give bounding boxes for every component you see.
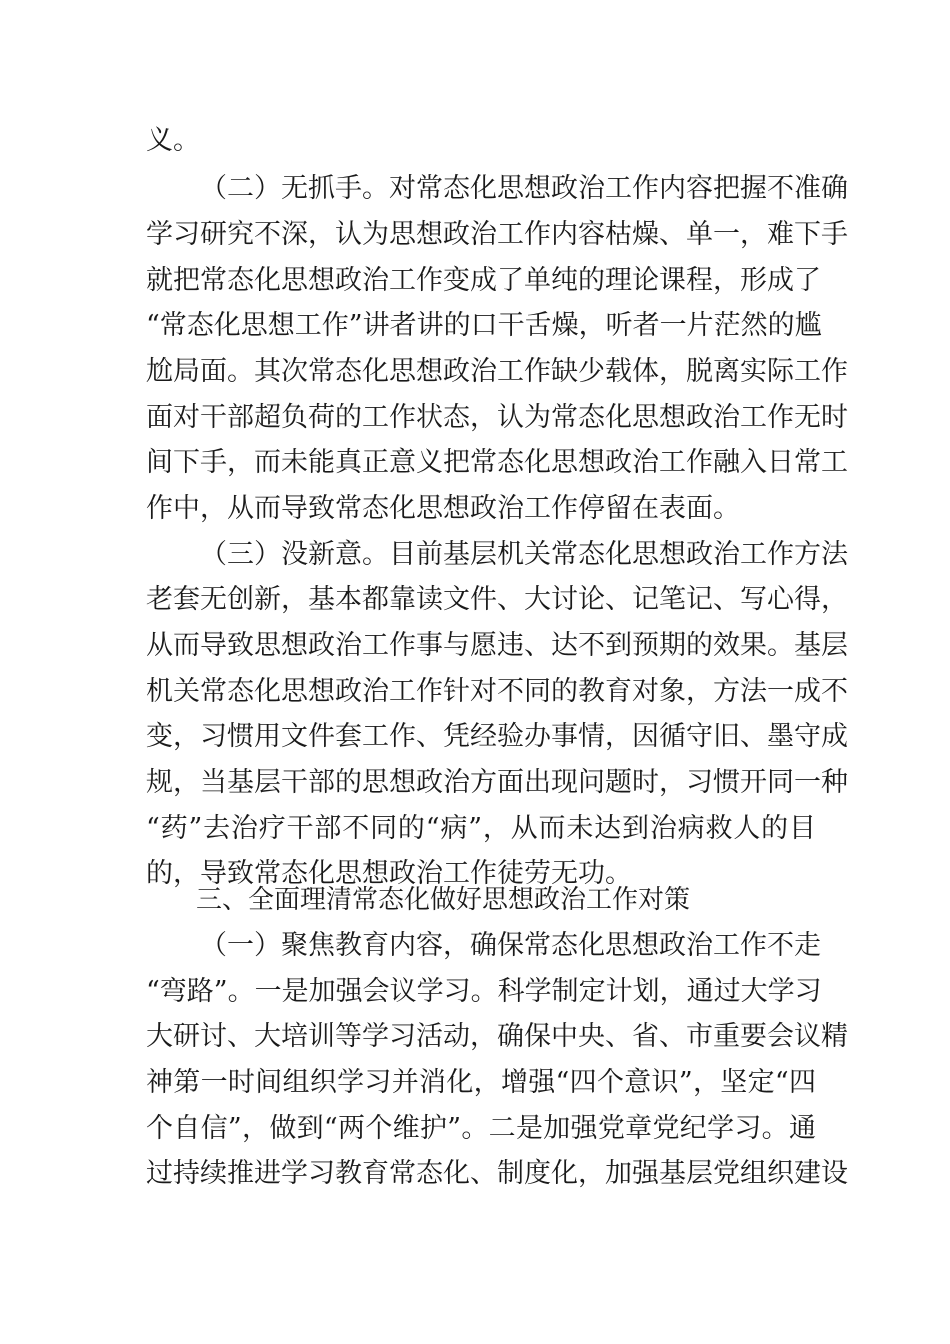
chapter-heading: 三、全面理清常态化做好思想政治工作对策 [196,885,691,915]
text-line: 老套无创新，基本都靠读文件、大讨论、记笔记、写心得， [146,584,848,615]
subsection-1-heading-line: （一）聚焦教育内容，确保常态化思想政治工作不走 [200,930,821,961]
text-line: 就把常态化思想政治工作变成了单纯的理论课程，形成了 [146,265,821,296]
text-line: 面对干部超负荷的工作状态，认为常态化思想政治工作无时 [146,402,848,433]
section-2-heading-line: （二）无抓手。对常态化思想政治工作内容把握不准确 [200,173,848,204]
text-line: 作中，从而导致常态化思想政治工作停留在表面。 [146,493,740,524]
text-line: 从而导致思想政治工作事与愿违、达不到预期的效果。基层 [146,630,848,661]
text-line: 尬局面。其次常态化思想政治工作缺少载体，脱离实际工作 [146,356,848,387]
text-line: “弯路”。一是加强会议学习。科学制定计划，通过大学习 [146,976,822,1007]
text-line: “常态化思想工作”讲者讲的口干舌燥，听者一片茫然的尴 [146,310,822,341]
text-line: “药”去治疗干部不同的“病”，从而未达到治病救人的目 [146,813,816,844]
text-line: 变，习惯用文件套工作、凭经验办事情，因循守旧、墨守成 [146,721,848,752]
text-line: 神第一时间组织学习并消化，增强“四个意识”，坚定“四 [146,1067,816,1098]
text-line: 规，当基层干部的思想政治方面出现问题时，习惯开同一种 [146,767,848,798]
text-line: 个自信”，做到“两个维护”。二是加强党章党纪学习。通 [146,1113,816,1144]
text-line: 义。 [146,125,200,156]
text-line: 的，导致常态化思想政治工作徒劳无功。 [146,858,632,889]
text-line: 大研讨、大培训等学习活动，确保中央、省、市重要会议精 [146,1021,848,1052]
text-line: 学习研究不深，认为思想政治工作内容枯燥、单一，难下手 [146,219,848,250]
text-line: 机关常态化思想政治工作针对不同的教育对象，方法一成不 [146,676,848,707]
text-line: 过持续推进学习教育常态化、制度化，加强基层党组织建设 [146,1158,848,1189]
section-3-heading-line: （三）没新意。目前基层机关常态化思想政治工作方法 [200,539,848,570]
text-line: 间下手，而未能真正意义把常态化思想政治工作融入日常工 [146,447,848,478]
